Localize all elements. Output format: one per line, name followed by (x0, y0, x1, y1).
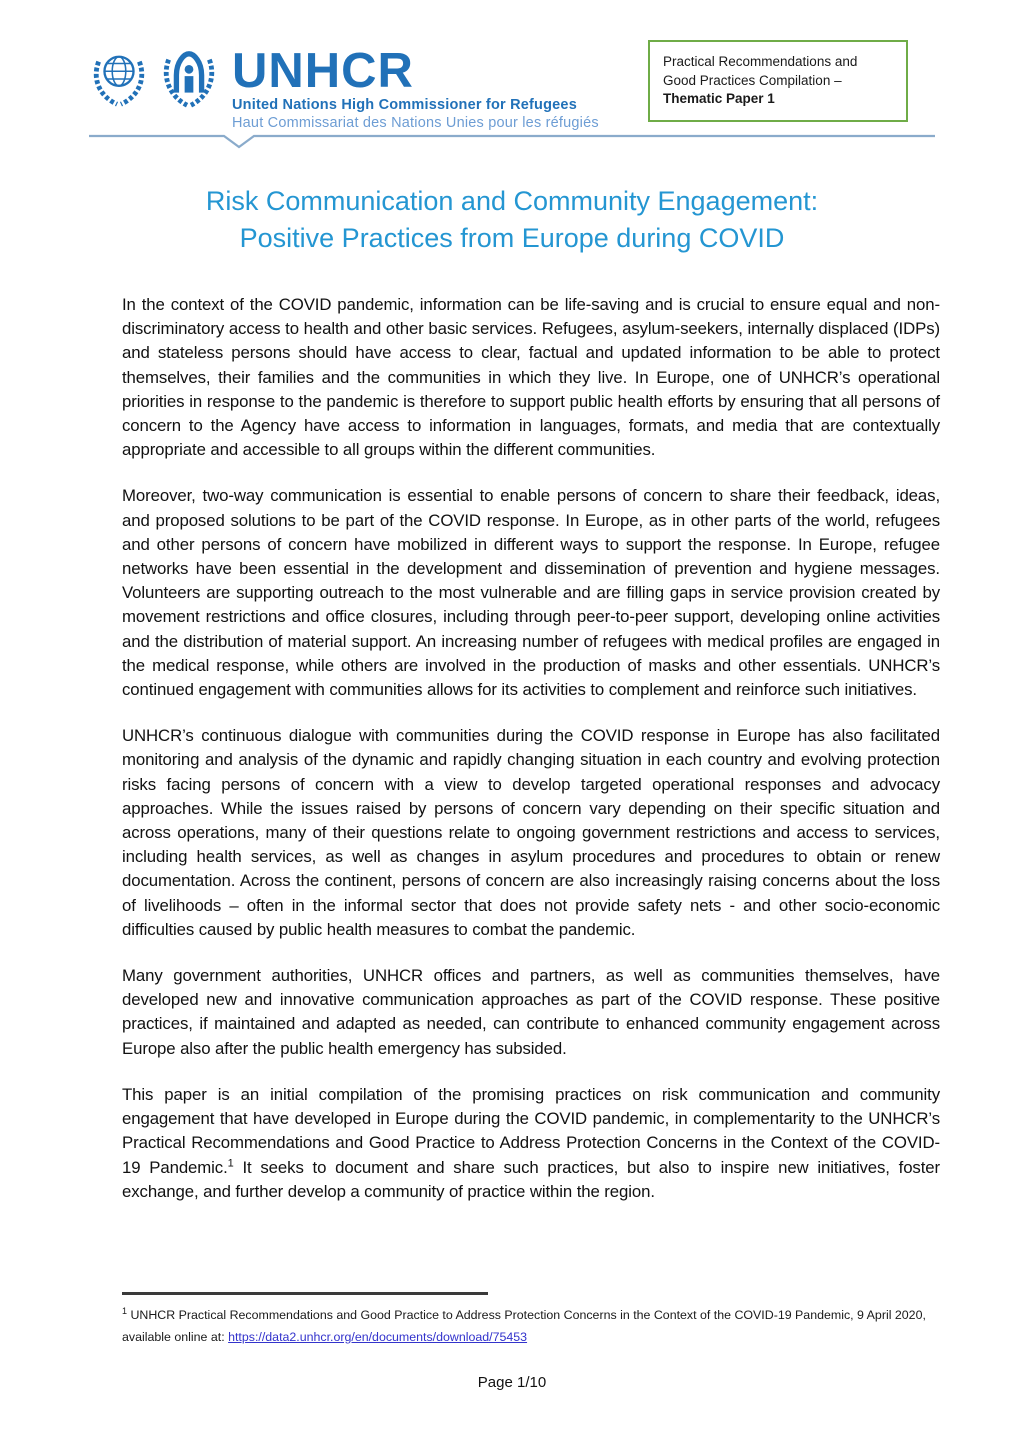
page-number: Page 1/10 (477, 1374, 547, 1391)
paragraph-text: It seeks to document and share such practices, but also to inspire new initiatives, foster exchange, and further develop a community of practice within the region. (122, 1157, 941, 1201)
title-line-2: Positive Practices from Europe during COVID (239, 223, 785, 253)
paragraph: In the context of the COVID pandemic, information can be life-saving and is crucial to ensure equal and non-discriminatory access to health and other basic services. Refugees, asylum-seekers, internally displaced (IDPs) and stateless persons should have access to clear, factual and updated information to be able to protect themselves, their families and the communities in which they live. In Europe, one of UNHCR’s operational priorities in response to the pandemic is therefore to support public health efforts by ensuring that all persons of concern to the Agency have access to information in languages, formats, and media that are contextually appropriate and accessible to all groups within the different communities. (122, 295, 940, 460)
thematic-paper-badge (648, 40, 908, 122)
unhcr-logo (88, 46, 599, 131)
unhcr-wordmark: UNHCR (232, 44, 414, 98)
paragraph: UNHCR’s continuous dialogue with communities during the COVID response in Europe has also facilitated monitoring and analysis of the dynamic and rapidly changing situation in each country and evolving protection risks facing persons of concern with a view to develop targeted operational responses and advocacy approaches. While the issues raised by persons of concern vary depending on their specific situation and across operations, many of their questions relate to ongoing government restrictions and access to services, including health services, as well as changes in asylum procedures and procedures to obtain or renew documentation. Across the continent, persons of concern are also increasingly raising concerns about the loss of livelihoods – often in the informal sector that does not provide safety nets - and other socio-economic difficulties caused by public health measures to combat the pandemic. (122, 726, 940, 939)
footnote-link[interactable]: https://data2.unhcr.org/en/documents/download/75453 (228, 1329, 528, 1344)
logo-subtitle-en: United Nations High Commissioner for Refugees (232, 97, 577, 113)
footnote-area (122, 1292, 940, 1349)
page-title (0, 183, 1024, 257)
document-body (122, 293, 940, 1226)
un-emblem-icon (88, 46, 150, 114)
paragraph: Moreover, two-way communication is essential to enable persons of concern to share their feedback, ideas, and proposed solutions to be part of the COVID response. In Europe, as in other parts of the world, refugees and other persons of concern have mobilized in different ways to support the response. In Europe, refugee networks have been essential in the development and dissemination of prevention and hygiene messages. Volunteers are supporting outreach to the most vulnerable and are filling gaps in service provision created by movement restrictions and office closures, including through peer-to-peer support, developing online activities and the distribution of material support. An increasing number of refugees with medical profiles are engaged in the medical response, while others are involved in the production of masks and other essentials. UNHCR’s continued engagement with communities allows for its activities to complement and reinforce such initiatives. (122, 486, 940, 700)
footnote-separator (122, 1292, 488, 1295)
logo-text (232, 46, 599, 131)
unhcr-emblem-icon (158, 46, 220, 114)
paragraph: Many government authorities, UNHCR offices and partners, as well as communities themselves, have developed new and innovative communication approaches as part of the COVID response. These positive practices, if maintained and adapted as needed, can contribute to enhanced community engagement across Europe also after the public health emergency has subsided. (122, 966, 940, 1058)
paragraph (122, 1083, 940, 1204)
footnote-ref: 1 (227, 1156, 234, 1169)
paragraph-text: This paper is an initial compilation of the promising practices on risk communication and community engagement that have developed in Europe during the COVID pandemic, in complementarity to the UNHCR’s Practical Recommendations and Good Practice to Address Protection Concerns in the Context of the COVID-19 Pandemic. (122, 1084, 940, 1177)
footnote-body: UNHCR Practical Recommendations and Good Practice to Address Protection Concerns in the Context of the COVID-19 Pandemic, 9 April 2020, available online at: (122, 1308, 926, 1344)
badge-line-2: Good Practices Compilation – (663, 72, 842, 88)
badge-line-3: Thematic Paper 1 (663, 91, 775, 107)
title-line-1: Risk Communication and Community Engagement: (205, 186, 819, 216)
header-divider (88, 133, 936, 153)
logo-subtitle-fr: Haut Commissariat des Nations Unies pour les réfugiés (232, 115, 599, 131)
badge-line-1: Practical Recommendations and (663, 54, 858, 69)
footnote-marker: 1 (122, 1306, 128, 1316)
footnote-text (122, 1304, 940, 1349)
